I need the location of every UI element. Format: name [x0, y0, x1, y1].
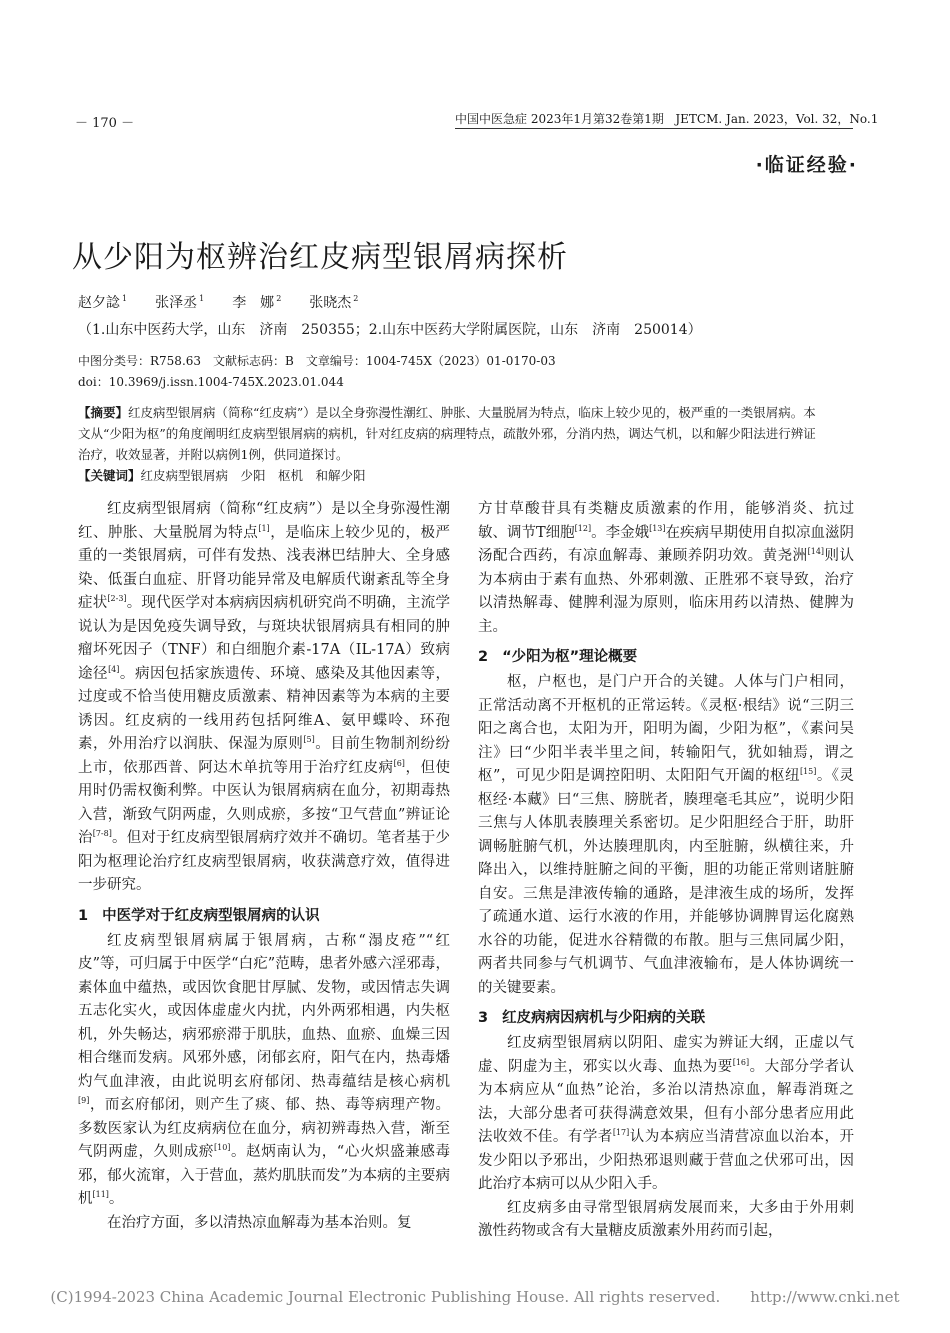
- copyright-footer: (C)1994-2023 China Academic Journal Electronic Publishing House. All rights reserved. http://www.cnki.net: [50, 1288, 900, 1306]
- header-rule: [455, 128, 853, 129]
- section-tag: ·临证经验·: [755, 154, 858, 176]
- author: 赵夕諗 $^1$: [78, 294, 128, 311]
- right-column: [478, 498, 854, 1244]
- author-list: [78, 292, 358, 312]
- classification-line: 中图分类号：R758.63 文献标志码：B 文章编号：1004-745X（2023）01-0170-03: [78, 354, 556, 368]
- paragraph: 红皮病型银屑病（简称“红皮病”）是以全身弥漫性潮红、肿胀、大量脱屑为特点[1]，是临床上较少见的，极严重的一类银屑病，可伴有发热、浅表淋巴结肿大、全身感染、低蛋白血症、肝肾功能异常及电解质代谢紊乱等全身症状[2-3]。现代医学对本病病因病机研究尚不明确，主流学说认为是因免疫失调导致，与斑块状银屑病具有相同的肿瘤坏死因子（TNF）和白细胞介素-17A（IL-17A）致病途径[4]。病因包括家族遗传、环境、感染及其他因素等，过度或不恰当使用糖皮质激素、精神因素等为本病的主要诱因。红皮病的一线用药包括阿维A、氨甲蝶呤、环孢素，外用治疗以润肤、保湿为原则[5]。目前生物制剂纷纷上市，依那西普、阿达木单抗等用于治疗红皮病[6]，但使用时仍需权衡利弊。中医认为银屑病病在血分，初期毒热入营，渐致气阴两虚，久则成瘀，多按“卫气营血”辨证论治[7-8]。但对于红皮病型银屑病疗效并不确切。笔者基于少阳为枢理论治疗红皮病型银屑病，收获满意疗效，值得进一步研究。: [78, 501, 451, 893]
- affiliations: （1.山东中医药大学，山东 济南 250355；2.山东中医药大学附属医院，山东 济南 250014）: [78, 322, 702, 338]
- author: 张晓杰 $^2$: [309, 294, 359, 311]
- page-number: － 170 －: [75, 116, 135, 131]
- keywords: 【关键词】红皮病型银屑病 少阳 枢机 和解少阳: [78, 468, 366, 483]
- abstract: 【摘要】红皮病型银屑病（简称“红皮病”）是以全身弥漫性潮红、肿胀、大量脱屑为特点，临床上较少见的，极严重的一类银屑病。本文从“少阳为枢”的角度阐明红皮病型银屑病的病机，针对红皮病的病理特点，疏散外邪，分消内热，调达气机，以和解少阳法进行辨证治疗，收效显著，并附以病例1例，供同道探讨。: [78, 405, 816, 462]
- paragraph: 在治疗方面，多以清热凉血解毒为基本治则。复: [107, 1214, 412, 1231]
- abstract-block: [78, 402, 818, 486]
- journal-cn: 中国中医急症 2023年1月第32卷第1期: [455, 112, 664, 126]
- left-column: [78, 498, 450, 1235]
- journal-en: JETCM. Jan. 2023，Vol. 32，No.1: [675, 112, 879, 126]
- paragraph: 红皮病型银屑病以阴阳、虚实为辨证大纲，正虚以气虚、阴虚为主，邪实以火毒、血热为要[16]。大部分学者认为本病应从“血热”论治，多治以清热凉血，解毒消斑之法，大部分患者可获得满意效果，但有小部分患者应用此法收效不佳。有学者[17]认为本病应当清营凉血以治本，开发少阳以予邪出，少阳热邪退则藏于营血之伏邪可出，因此治疗本病可以从少阳入手。: [478, 1035, 855, 1192]
- paragraph: 方甘草酸苷具有类糖皮质激素的作用，能够消炎、抗过敏、调节T细胞[12]。李金娥[13]在疾病早期使用自拟凉血滋阴汤配合西药，有凉血解毒、兼顾养阴功效。黄尧洲[14]则认为本病由于素有血热、外邪刺激、正胜邪不衰导致，治疗以清热解毒、健脾利湿为原则，临床用药以清热、健脾为主。: [478, 501, 855, 635]
- paragraph: 红皮病多由寻常型银屑病发展而来，大多由于外用刺激性药物或含有大量糖皮质激素外用药而引起，: [478, 1199, 854, 1239]
- paragraph: 红皮病型银屑病属于银屑病，古称“溻皮疮”“红皮”等，可归属于中医学“白疕”范畴，患者外感六淫邪毒，素体血中蕴热，或因饮食肥甘厚腻、发物，或因情志失调五志化实火，或因体虚虚火内扰，内外两邪相遇，内失枢机，外失畅达，病邪瘀滞于肌肤，血热、血瘀、血燥三因相合继而发病。风邪外感，闭郁玄府，阳气在内，热毒燔灼气血津液，由此说明玄府郁闭、热毒蕴结是核心病机[9]，而玄府郁闭，则产生了痰、郁、热、毒等病理产物。多数医家认为红皮病病位在血分，病初辨毒热入营，渐至气阴两虚，久则成瘀[10]。赵炳南认为，“心火炽盛兼感毒邪，郁火流窜，入于营血，蒸灼肌肤而发”为本病的主要病机[11]。: [78, 932, 450, 1207]
- journal-header: [455, 110, 878, 127]
- keywords-label: 【关键词】: [78, 468, 141, 483]
- author: 李 娜 $^2$: [232, 294, 282, 311]
- section-heading-3: 3 红皮病病因病机与少阳病的关联: [478, 1010, 706, 1026]
- article-title: 从少阳为枢辨治红皮病型银屑病探析: [72, 240, 568, 275]
- section-heading-2: 2 “少阳为枢”理论概要: [478, 649, 638, 665]
- author: 张泽丞 $^1$: [155, 294, 205, 311]
- doi-line: doi：10.3969/j.issn.1004-745X.2023.01.044: [78, 375, 344, 389]
- abstract-label: 【摘要】: [78, 405, 129, 420]
- section-heading-1: 1 中医学对于红皮病型银屑病的认识: [78, 907, 320, 924]
- paragraph: 枢，户枢也，是门户开合的关键。人体与门户相同，正常活动离不开枢机的正常运转。《灵枢·根结》说“三阴三阳之离合也，太阳为开，阳明为阖，少阳为枢”，《素问吴注》曰“少阳半表半里之间，转输阳气，犹如轴焉，谓之枢”，可见少阳是调控阳明、太阳阳气开阖的枢纽[15]。《灵枢经·本藏》曰“三焦、膀胱者，腠理毫毛其应”，说明少阳三焦与人体肌表腠理关系密切。足少阳胆经合于肝，助肝调畅脏腑气机，外达腠理肌肉，内至脏腑，纵横往来，升降出入，以维持脏腑之间的平衡，胆的功能正常则诸脏腑自安。三焦是津液传输的通路，是津液生成的场所，发挥了疏通水道、运行水液的作用，并能够协调脾胃运化腐熟水谷的功能，促进水谷精微的布散。胆与三焦同属少阳，两者共同参与气机调节、气血津液输布，是人体协调统一的关键要素。: [478, 674, 854, 996]
